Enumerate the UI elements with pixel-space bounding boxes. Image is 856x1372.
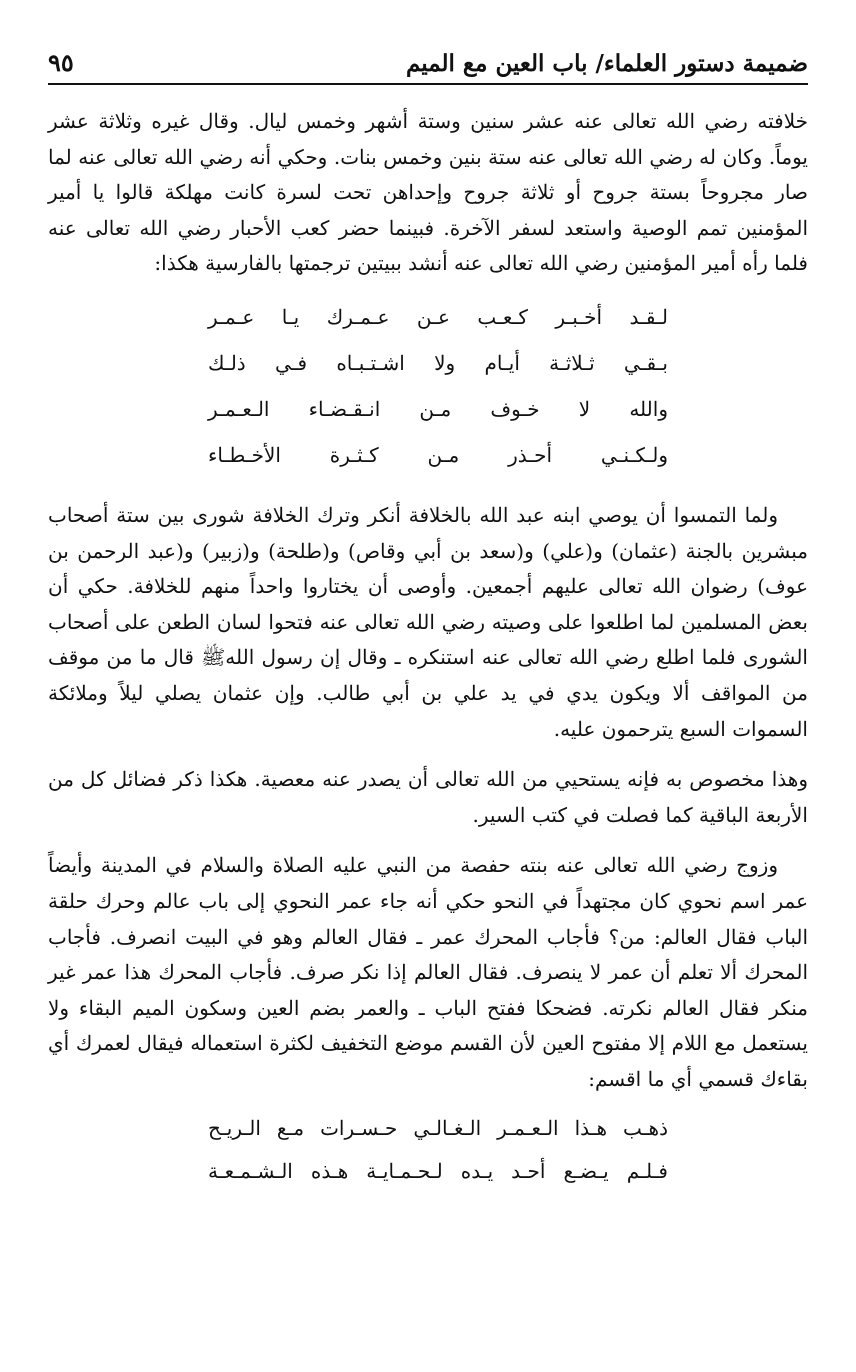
page-number: ٩٥ <box>48 48 74 77</box>
poem-stanza-1 <box>208 294 668 478</box>
paragraph-2: ولما التمسوا أن يوصي ابنه عبد الله بالخلافة أنكر وترك الخلافة شورى بين ستة أصحاب مبشرين بالجنة (عثمان) و(علي) و(سعد بن أبي وقاص) و(طلحة) و(زبير) و(عبد الرحمن بن عوف) رضوان الله تعالى عليهم أجمعين. وأوصى أن يختاروا واحداً منهم للخلافة. حكي أن بعض المسلمين لما اطلعوا على وصيته رضي الله تعالى عنه فتحوا لسان الطعن على أصحاب الشورى فلما اطلع رضي الله تعالى عنه استنكره ـ وقال إن رسول اللهﷺ قال ما من موقف من المواقف ألا ويكون يدي في يد علي بن أبي طالب. وإن عثمان يصلي ليلاً وملائكة السموات السبع يترحمون عليه. <box>48 502 808 741</box>
verse-line: فـلـم يـضـع أحـد يـده لـحـمـايـة هـذه الـشـمـعـة <box>208 1159 668 1184</box>
header-title: ضميمة دستور العلماء/ باب العين مع الميم <box>405 50 808 77</box>
running-header <box>48 48 808 85</box>
page-body <box>48 104 808 1193</box>
paragraph-3: وهذا مخصوص به فإنه يستحيي من الله تعالى أن يصدر عنه معصية. هكذا ذكر فضائل كل من الأربعة الباقية كما فصلت في كتب السير. <box>48 767 808 827</box>
poem-stanza-2 <box>208 1107 668 1193</box>
paragraph-1: خلافته رضي الله تعالى عنه عشر سنين وستة أشهر وخمس ليال. وقال غيره وثلاثة عشر يوماً. وكان له رضي الله تعالى عنه ستة بنين وخمس بنات. وحكي أنه رضي الله تعالى عنه لما صار مجروحاً بستة جروح أو ثلاثة جروح وإحداهن تحت لسرة كانت مهلكة قالوا يا أمير المؤمنين تمم الوصية واستعد لسفر الآخرة. فبينما حضر كعب الأحبار رضي الله تعالى عنه فلما رأه أمير المؤمنين رضي الله تعالى عنه أنشد ببيتين ترجمتها بالفارسية هكذا: <box>48 109 808 276</box>
verse-line: بـقـي ثـلاثـة أيـام ولا اشـتـبـاه فـي ذلـك <box>208 350 668 375</box>
verse-line: ولـكـنـي أحـذر مـن كـثـرة الأخـطـاء <box>208 442 668 467</box>
paragraph-4: وزوج رضي الله تعالى عنه بنته حفصة من النبي عليه الصلاة والسلام في المدينة وأيضاً عمر اسم نحوي كان مجتهداً في النحو حكي أنه جاء عمر النحوي إلى باب عالم وحرك حلقة الباب فقال العالم: من؟ فأجاب المحرك عمر ـ فقال العالم وهو في البيت انصرف. فأجاب المحرك ألا تعلم أن عمر لا ينصرف. فقال العالم إذا نكر صرف. فأجاب المحرك هذا عمر غير منكر فقال العالم نكرته. فضحكا ففتح الباب ـ والعمر بضم العين وسكون الميم البقاء ولا يستعمل مع اللام إلا مفتوح العين لأن القسم موضع التخفيف لكثرة استعماله فيقال لعمرك أي بقاءك قسمي أي ما اقسم: <box>48 853 808 1091</box>
verse-line: والله لا خـوف مـن انـقـضـاء الـعـمـر <box>208 396 668 421</box>
verse-line: ذهـب هـذا الـعـمـر الـغـالـي حـسـرات مـع الـريـح <box>208 1116 668 1141</box>
verse-line: لـقـد أخـبـر كـعـب عـن عـمـرك يـا عـمـر <box>208 304 668 329</box>
